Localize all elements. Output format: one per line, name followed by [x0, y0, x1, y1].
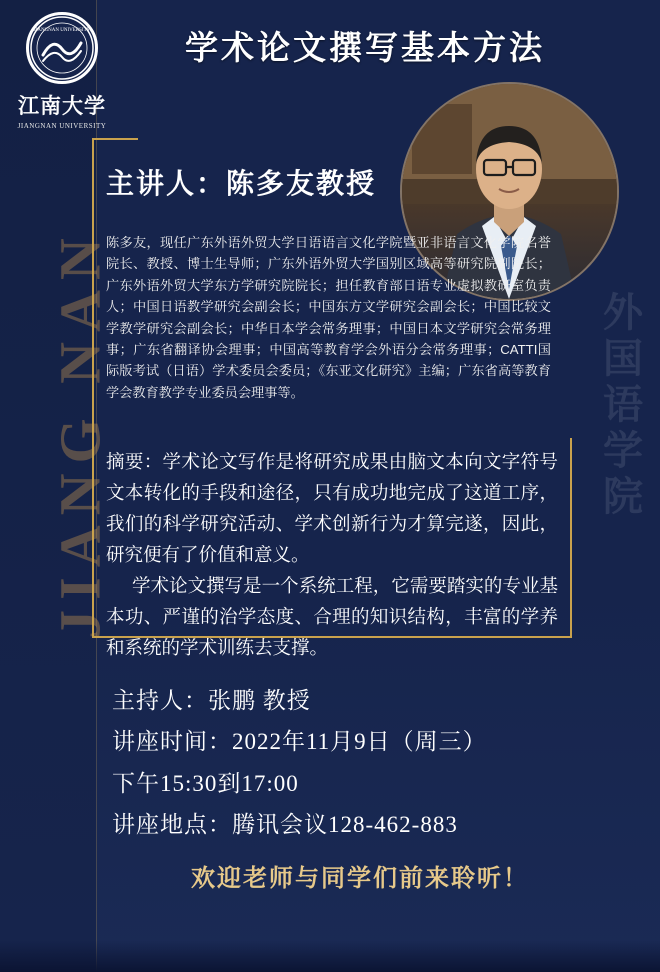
- bottom-gradient-strip: [0, 940, 660, 972]
- university-name-cn: 江南大学: [18, 94, 106, 118]
- right-vertical-text: 外国语学院: [603, 290, 643, 519]
- detail-location: 讲座地点：腾讯会议128-462-883: [112, 811, 458, 837]
- svg-text:JIANGNAN UNIVERSITY: JIANGNAN UNIVERSITY: [33, 28, 91, 33]
- abstract-text-1: 学术论文写作是将研究成果由脑文本向文字符号文本转化的手段和途径，只有成功地完成了这道工序，我们的科学研究活动、学术创新行为才算完遂，因此，研究便有了价值和意义。: [106, 453, 558, 567]
- abstract-paragraph-2: 学术论文撰写是一个系统工程，它需要踏实的专业基本功、严谨的治学态度、合理的知识结构，丰富的学养和系统的学术训练去支撑。: [106, 577, 558, 660]
- detail-host: 主持人：张鹏 教授: [112, 688, 311, 713]
- university-logo: [8, 8, 116, 148]
- side-band-text: JIANG NAN: [47, 228, 113, 639]
- event-details: [112, 682, 582, 847]
- university-name-en: JIANGNAN UNIVERSITY: [17, 122, 107, 130]
- detail-date: 讲座时间：2022年11月9日（周三）: [112, 729, 487, 755]
- speaker-name: 主讲人：陈多友教授: [106, 169, 377, 200]
- speaker-bio: 陈多友，现任广东外语外贸大学日语语言文化学院暨亚非语言文化学院名誉院长、教授、博士生导师；广东外语外贸大学国别区域高等研究院副院长；广东外语外贸大学东方学研究院院长；担任教育部日语专业虚拟教研室负责人；中国日语教学研究会副会长；中国东方文学研究会副会长；中国比较文学教学研究会副会长；中华日本学会常务理事；中国日本文学研究会常务理事；广东省翻译协会理事；中国高等教育学会外语分会常务理事；CATTI国际版考试（日语）学术委员会委员；《东亚文化研究》主编；广东省高等教育学会教育教学专业委员会理事等。: [106, 235, 551, 400]
- abstract-paragraph-1: [106, 448, 558, 572]
- university-emblem-icon: [26, 12, 98, 84]
- page-title: 学术论文撰写基本方法: [185, 31, 545, 67]
- abstract-section: [106, 448, 558, 666]
- welcome-message: 欢迎老师与同学们前来聆听！: [191, 866, 529, 892]
- abstract-label: 摘要：: [106, 453, 163, 473]
- detail-time: 下午15:30到17:00: [112, 770, 299, 796]
- frame-edge-right: [570, 438, 572, 594]
